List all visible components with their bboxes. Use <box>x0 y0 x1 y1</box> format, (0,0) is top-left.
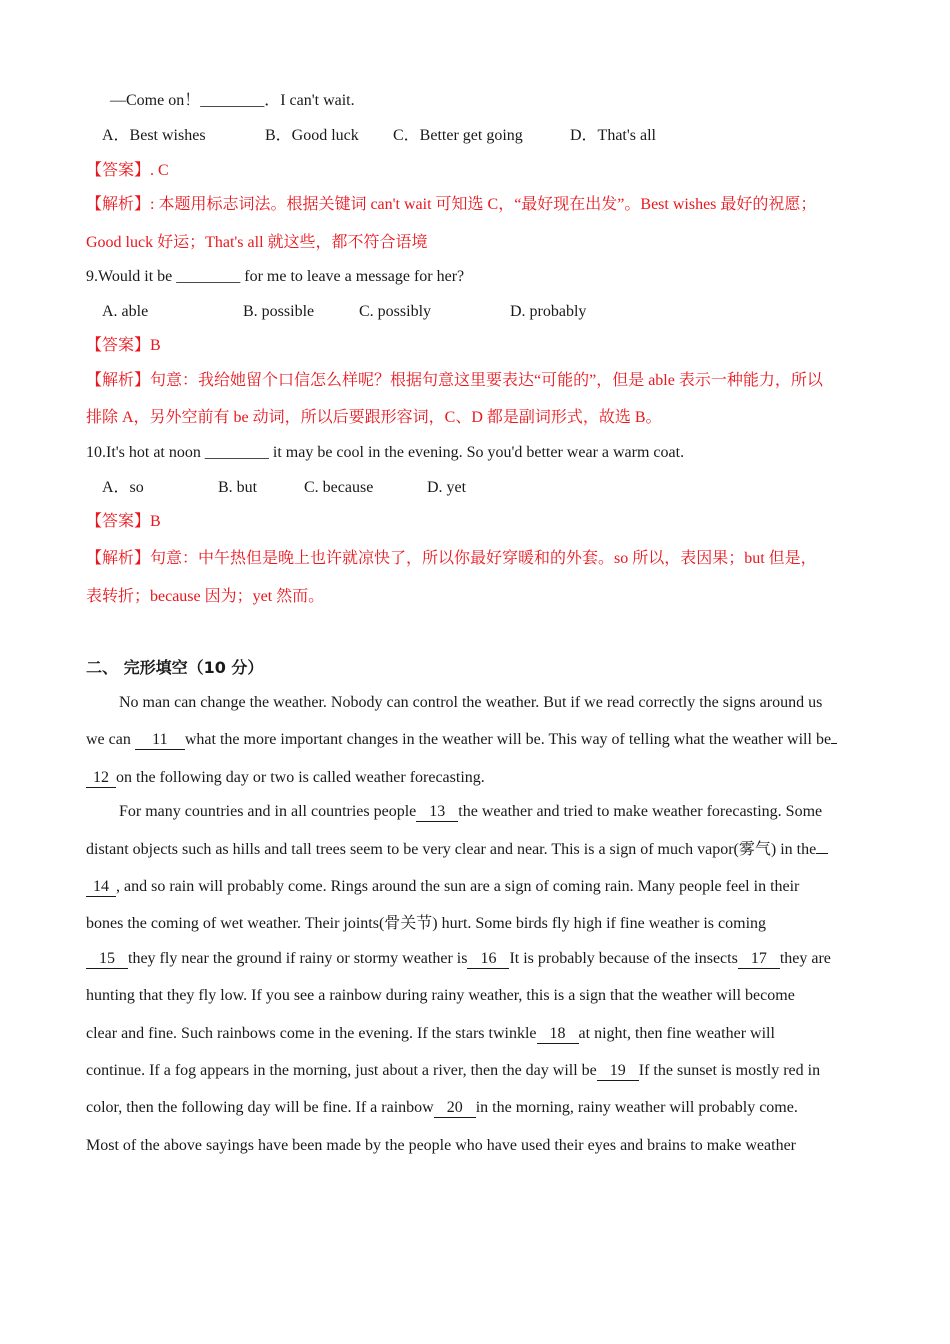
q8-option-d: D．That's all <box>570 127 656 144</box>
q8-dialogue-line: —Come on！________．I can't wait. <box>110 92 355 109</box>
q9-option-a: A. able <box>102 303 149 320</box>
passage-line <box>86 1098 798 1118</box>
passage-line <box>86 730 837 750</box>
blank-19: 19 <box>597 1062 639 1081</box>
passage-text: on the following day or two is called weather forecasting. <box>116 769 485 786</box>
blank-11: 11 <box>135 731 185 750</box>
blank-14: 14 <box>86 878 116 897</box>
q8-analysis-line-1: 【解析】: 本题用标志词法。根据关键词 can't wait 可知选 C，“最好现在出发”。Best wishes 最好的祝愿； <box>86 196 817 213</box>
q10-option-d: D. yet <box>427 479 467 496</box>
passage-text: distant objects such as hills and tall trees seem to be very clear and near. This is a sign of much vapor(雾气) in the <box>86 841 817 858</box>
q9-option-b: B. possible <box>243 303 315 320</box>
q10-question: 10.It's hot at noon ________ it may be cool in the evening. So you'd better wear a warm coat. <box>86 444 685 461</box>
q10-option-a: A．so <box>102 479 144 496</box>
q9-answer: 【答案】B <box>86 337 161 354</box>
q10-option-b: B. but <box>218 479 258 496</box>
blank-12: 12 <box>86 769 116 788</box>
q9-option-d: D. probably <box>510 303 587 320</box>
q8-option-b: B．Good luck <box>265 127 359 144</box>
blank-18: 18 <box>537 1025 579 1044</box>
passage-line <box>86 768 485 788</box>
passage-line: No man can change the weather. Nobody can control the weather. But if we read correctly the signs around us <box>119 694 823 711</box>
passage-line <box>86 949 831 969</box>
blank-12-start <box>831 743 837 744</box>
passage-text: in the morning, rainy weather will probably come. <box>475 1099 798 1116</box>
passage-line <box>86 1061 820 1081</box>
passage-line: Most of the above sayings have been made by the people who have used their eyes and brains to make weather <box>86 1137 796 1154</box>
passage-text: what the more important changes in the weather will be. This way of telling what the weather will be <box>184 731 832 748</box>
passage-line <box>119 802 822 822</box>
passage-text: If the sunset is mostly red in <box>638 1062 821 1079</box>
q8-answer: 【答案】. C <box>86 162 169 179</box>
q9-analysis-line-1: 【解析】句意：我给她留个口信怎么样呢？根据句意这里要表达“可能的”，但是 able 表示一种能力，所以 <box>86 372 823 389</box>
passage-text: they fly near the ground if rainy or stormy weather is <box>128 950 468 967</box>
passage-text: , and so rain will probably come. Rings around the sun are a sign of coming rain. Many people feel in their <box>116 878 800 895</box>
q8-analysis-line-2: Good luck 好运；That's all 就这些，都不符合语境 <box>86 234 428 251</box>
passage-line: bones the coming of wet weather. Their joints(骨关节) hurt. Some birds fly high if fine weather is coming <box>86 915 767 932</box>
blank-13: 13 <box>416 803 458 822</box>
passage-line: hunting that they fly low. If you see a rainbow during rainy weather, this is a sign that the weather will become <box>86 987 795 1004</box>
passage-text: It is probably because of the insects <box>509 950 738 967</box>
q9-analysis-line-2: 排除 A，另外空前有 be 动词，所以后要跟形容词，C、D 都是副词形式，故选 B。 <box>86 409 662 426</box>
passage-text: they are <box>779 950 831 967</box>
passage-text: For many countries and in all countries people <box>119 803 417 820</box>
blank-14-start <box>816 853 828 854</box>
section-heading-cloze: 二、 完形填空（10 分） <box>86 658 264 677</box>
passage-text: we can <box>86 731 131 748</box>
blank-20: 20 <box>434 1099 476 1118</box>
passage-line <box>86 840 828 860</box>
q10-analysis-line-2: 表转折；because 因为；yet 然而。 <box>86 588 325 605</box>
passage-text: continue. If a fog appears in the morning, just about a river, then the day will be <box>86 1062 597 1079</box>
blank-15: 15 <box>86 950 128 969</box>
q10-option-c: C. because <box>304 479 374 496</box>
passage-text: at night, then fine weather will <box>578 1025 775 1042</box>
passage-text: the weather and tried to make weather forecasting. Some <box>458 803 823 820</box>
q10-analysis-line-1: 【解析】句意：中午热但是晚上也许就凉快了，所以你最好穿暖和的外套。so 所以，表因果；but 但是， <box>86 550 817 567</box>
passage-line <box>86 877 799 897</box>
blank-17: 17 <box>738 950 780 969</box>
passage-text: color, then the following day will be fine. If a rainbow <box>86 1099 434 1116</box>
q10-answer: 【答案】B <box>86 513 161 530</box>
q9-option-c: C. possibly <box>359 303 432 320</box>
q8-option-c: C．Better get going <box>393 127 523 144</box>
q8-option-a: A．Best wishes <box>102 127 206 144</box>
blank-16: 16 <box>467 950 509 969</box>
passage-text: clear and fine. Such rainbows come in the evening. If the stars twinkle <box>86 1025 537 1042</box>
passage-line <box>86 1024 775 1044</box>
q9-question: 9.Would it be ________ for me to leave a message for her? <box>86 268 465 285</box>
